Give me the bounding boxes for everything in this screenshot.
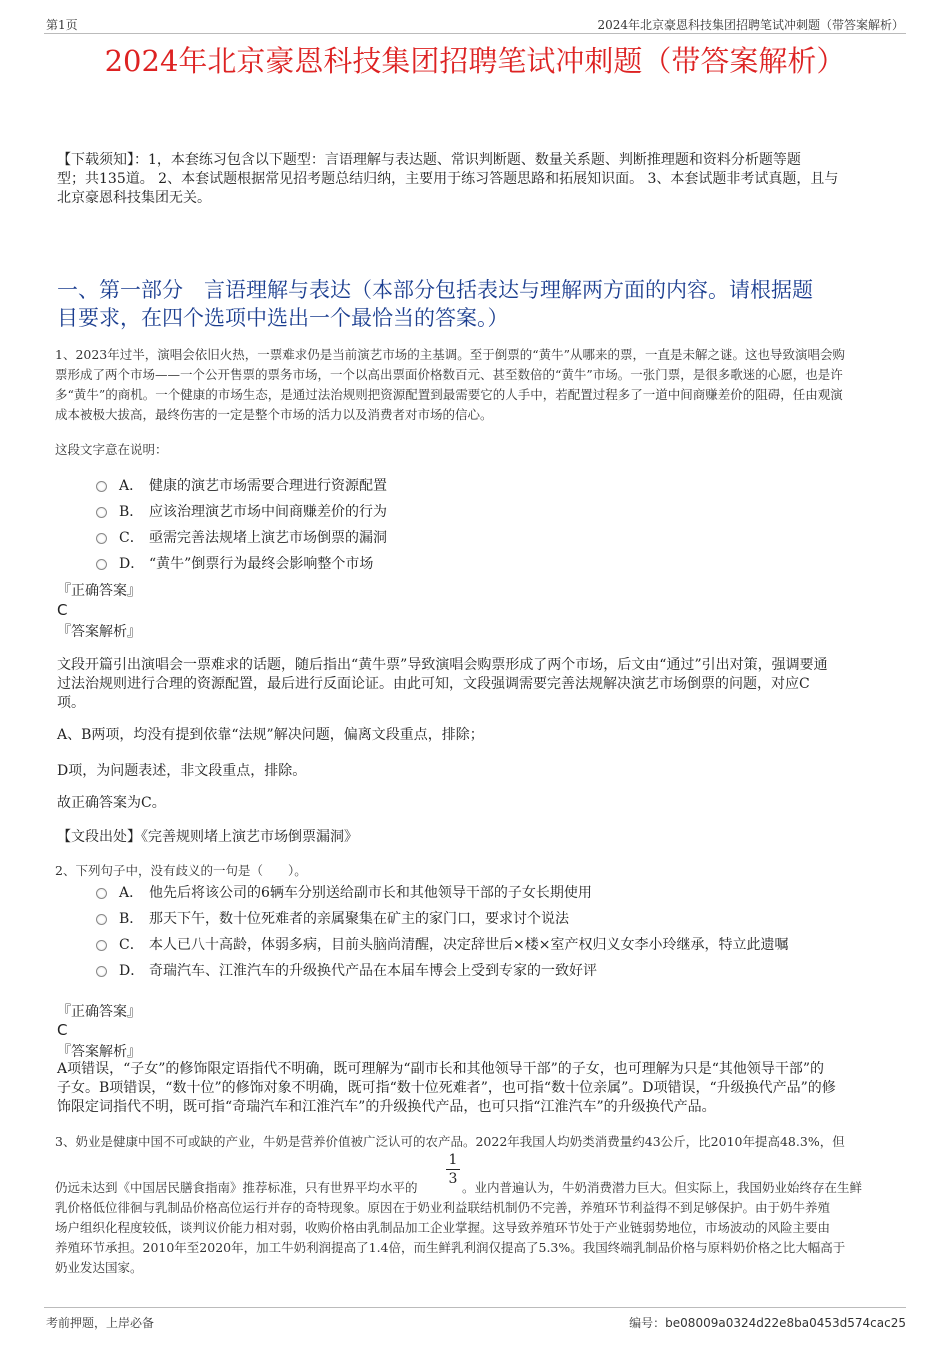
header-doc-title: 2024年北京豪恩科技集团招聘笔试冲刺题（带答案解析）: [597, 18, 904, 32]
page-title: 2024年北京豪恩科技集团招聘笔试冲刺题（带答案解析）: [104, 44, 846, 78]
option-text: 应该治理演艺市场中间商赚差价的行为: [149, 504, 387, 520]
fraction-bar: [446, 1169, 460, 1170]
stem-line: 票形成了两个市场——一个公开售票的票务市场，一个以高出票面价格数百元、甚至数倍的“黄牛”市场。一张门票，是很多歌迷的心愿，也是许: [55, 367, 843, 382]
answer-value: C: [57, 1021, 68, 1039]
question-1-stem: [55, 345, 915, 425]
header-rule: [44, 33, 906, 34]
option-d[interactable]: [96, 554, 387, 574]
option-letter: B．: [119, 911, 144, 927]
question-3-stem-line: 仍远未达到《中国居民膳食指南》推荐标准，只有世界平均水平的: [55, 1180, 418, 1195]
question-1-options: [96, 476, 387, 574]
analysis-line: 过法治规则进行合理的资源配置，最后进行反面论证。由此可知，文段强调需要完善法规解决演艺市场倒票的问题，对应C: [57, 676, 810, 692]
analysis-text: A、B两项，均没有提到依靠“法规”解决问题，偏离文段重点，排除；: [57, 727, 484, 743]
radio-icon[interactable]: [96, 507, 107, 518]
question-1-prompt: 这段文字意在说明：: [55, 442, 168, 457]
question-3-stem-line: 。业内普遍认为，牛奶消费潜力巨大。但实际上，我国奶业始终存在生鲜: [462, 1180, 863, 1195]
analysis-line: 饰限定词指代不明，既可指“奇瑞汽车和江淮汽车”的升级换代产品，也可只指“江淮汽车”的升级换代产品。: [57, 1099, 716, 1115]
analysis-line: 子女。B项错误，“数十位”的修饰对象不明确，既可指“数十位死难者”，也可指“数十位亲属”。D项错误，“升级换代产品”的修: [57, 1080, 836, 1096]
option-b[interactable]: [96, 909, 788, 929]
passage-source: 【文段出处】《完善规则堵上演艺市场倒票漏洞》: [57, 829, 358, 845]
footer-rule: [44, 1307, 906, 1308]
option-letter: A．: [119, 478, 144, 494]
notice-line: 北京豪恩科技集团无关。: [57, 190, 211, 206]
option-letter: C．: [119, 530, 144, 546]
radio-icon[interactable]: [96, 914, 107, 925]
option-text: 亟需完善法规堵上演艺市场倒票的漏洞: [149, 530, 387, 546]
radio-icon[interactable]: [96, 966, 107, 977]
download-notice: [57, 151, 907, 208]
fraction-denominator: 3: [448, 1171, 458, 1187]
analysis-text: [57, 656, 907, 713]
fraction-numerator: 1: [448, 1152, 458, 1168]
question-2-stem: 2、下列句子中，没有歧义的一句是（ ）。: [55, 863, 307, 878]
footer-slogan: 考前押题，上岸必备: [46, 1316, 155, 1330]
question-3-stem: [55, 1198, 915, 1278]
option-letter: B．: [119, 504, 144, 520]
stem-line: 1、2023年过半，演唱会依旧火热，一票难求仍是当前演艺市场的主基调。至于倒票的“黄牛”从哪来的票，一直是未解之谜。这也导致演唱会购: [55, 347, 846, 362]
radio-icon[interactable]: [96, 940, 107, 951]
option-letter: D．: [119, 963, 145, 979]
stem-line: 奶业发达国家。: [55, 1260, 143, 1275]
section-heading-line: 一、第一部分 言语理解与表达（本部分包括表达与理解两方面的内容。请根据题: [57, 278, 813, 302]
fraction: [446, 1152, 460, 1187]
page-number: 第1页: [46, 18, 78, 32]
analysis-line: 项。: [57, 695, 85, 711]
section-heading: [57, 276, 917, 332]
analysis-tag: 『答案解析』: [57, 1044, 141, 1060]
option-a[interactable]: [96, 883, 788, 903]
question-3-stem-line: 3、奶业是健康中国不可或缺的产业，牛奶是营养价值被广泛认可的农产品。2022年我国人均奶类消费量约43公斤，比2010年提高48.3%，但: [55, 1134, 845, 1149]
stem-line: 场户组织化程度较低，谈判议价能力相对弱，收购价格由乳制品加工企业掌握。这导致养殖环节处于产业链弱势地位，市场波动的风险主要由: [55, 1220, 831, 1235]
analysis-tag: 『答案解析』: [57, 624, 141, 640]
notice-line: 型；共135道。 2、本套试题根据常见招考题总结归纳，主要用于练习答题思路和拓展知识面。 3、本套试题非考试真题，且与: [57, 171, 839, 187]
option-c[interactable]: [96, 528, 387, 548]
footer-code: [629, 1314, 906, 1331]
option-text: 本人已八十高龄，体弱多病，目前头脑尚清醒，决定辞世后×楼×室产权归义女李小玲继承，特立此遗嘱: [149, 937, 789, 953]
option-d[interactable]: [96, 961, 788, 981]
option-letter: D．: [119, 556, 145, 572]
option-text: 他先后将该公司的6辆车分别送给副市长和其他领导干部的子女长期使用: [149, 885, 592, 901]
option-text: 那天下午，数十位死难者的亲属聚集在矿主的家门口，要求讨个说法: [149, 911, 569, 927]
option-text: 奇瑞汽车、江淮汽车的升级换代产品在本届车博会上受到专家的一致好评: [149, 963, 597, 979]
stem-line: 成本被极大拔高，最终伤害的一定是整个市场的活力以及消费者对市场的信心。: [55, 407, 493, 422]
option-text: “黄牛”倒票行为最终会影响整个市场: [149, 556, 374, 572]
stem-line: 乳价格低位徘徊与乳制品价格高位运行并存的奇特现象。原因在于奶业利益联结机制仍不完善，养殖环节利益得不到足够保护。由于奶牛养殖: [55, 1200, 831, 1215]
radio-icon[interactable]: [96, 533, 107, 544]
option-letter: C．: [119, 937, 144, 953]
analysis-conclusion: 故正确答案为C。: [57, 795, 166, 811]
radio-icon[interactable]: [96, 481, 107, 492]
option-b[interactable]: [96, 502, 387, 522]
analysis-line: A项错误，“子女”的修饰限定语指代不明确，既可理解为“副市长和其他领导干部”的子女，也可理解为只是“其他领导干部”的: [57, 1061, 825, 1077]
analysis-text: D项，为问题表述，非文段重点，排除。: [57, 763, 307, 779]
option-text: 健康的演艺市场需要合理进行资源配置: [149, 478, 387, 494]
stem-line: 养殖环节承担。2010年至2020年，加工牛奶利润提高了1.4倍，而生鲜乳利润仅提高了5.3%。我国终端乳制品价格与原料奶价格之比大幅高于: [55, 1240, 846, 1255]
code-label: 编号：: [629, 1316, 666, 1330]
radio-icon[interactable]: [96, 559, 107, 570]
code-value: be08009a0324d22e8ba0453d574cac25: [665, 1316, 906, 1330]
radio-icon[interactable]: [96, 888, 107, 899]
analysis-text: [57, 1060, 907, 1117]
stem-line: 多“黄牛”的商机。一个健康的市场生态，是通过法治规则把资源配置到最需要它的人手中，若配置过程多了一道中间商赚差价的阻碍，任由观演: [55, 387, 843, 402]
option-c[interactable]: [96, 935, 788, 955]
notice-line: 【下载须知】：1，本套练习包含以下题型：言语理解与表达题、常识判断题、数量关系题、判断推理题和资料分析题等题: [57, 152, 801, 168]
option-letter: A．: [119, 885, 144, 901]
analysis-line: 文段开篇引出演唱会一票难求的话题，随后指出“黄牛票”导致演唱会购票形成了两个市场，后文由“通过”引出对策，强调要通: [57, 657, 828, 673]
question-2-options: [96, 883, 788, 981]
answer-tag: 『正确答案』: [57, 583, 141, 599]
option-a[interactable]: [96, 476, 387, 496]
answer-value: C: [57, 601, 68, 619]
section-heading-line: 目要求，在四个选项中选出一个最恰当的答案。）: [57, 306, 509, 330]
answer-tag: 『正确答案』: [57, 1004, 141, 1020]
